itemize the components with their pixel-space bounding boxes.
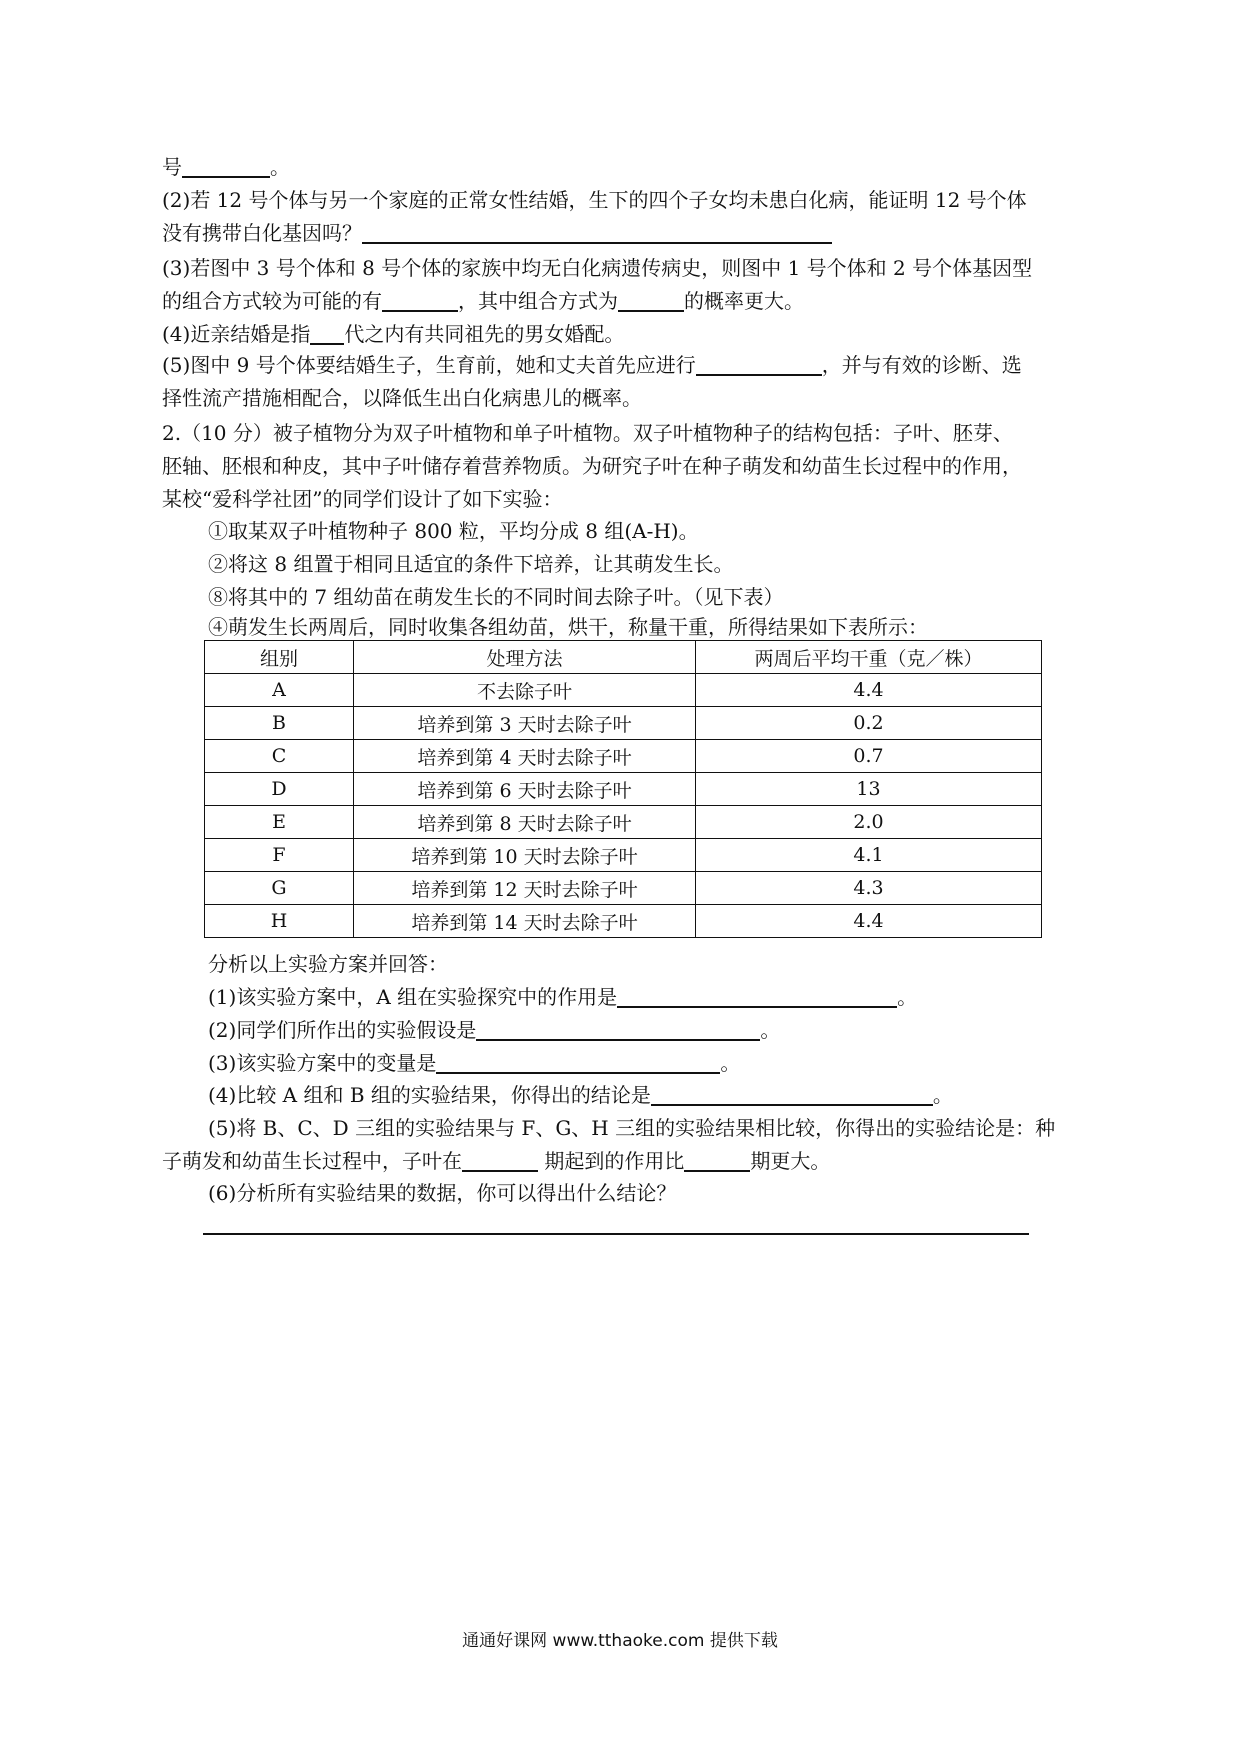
- table-cell: C: [205, 740, 354, 773]
- q2-sub1: [208, 980, 1143, 1014]
- q2-step1: ①取某双子叶植物种子 800 粒，平均分成 8 组(A-H)。: [208, 519, 699, 543]
- answer-blank: [476, 1017, 760, 1041]
- answer-blank: [362, 220, 832, 244]
- q1-sub2-line2: [162, 216, 1097, 250]
- table-cell: 培养到第 14 天时去除子叶: [354, 905, 696, 938]
- table-cell: 4.1: [696, 839, 1042, 872]
- q1-sub5-line2: 择性流产措施相配合，以降低生出白化病患儿的概率。: [162, 386, 642, 410]
- q1-line-0-text: 号: [162, 155, 182, 179]
- q2-sub5-line2-b: 期起到的作用比: [538, 1149, 685, 1173]
- table-row: [205, 674, 1042, 707]
- table-cell: 4.3: [696, 872, 1042, 905]
- q2-sub2-a: (2)同学们所作出的实验假设是: [208, 1018, 477, 1042]
- q2-sub5-line2: [162, 1144, 1097, 1178]
- answer-blank: [651, 1082, 933, 1106]
- answer-blank: [382, 288, 458, 312]
- table-cell: 4.4: [696, 674, 1042, 707]
- q1-line-0: [162, 150, 1097, 184]
- q2-sub6: (6)分析所有实验结果的数据，你可以得出什么结论？: [208, 1181, 677, 1205]
- answer-blank: [618, 288, 684, 312]
- q1-sub3-line2: [162, 284, 1097, 318]
- q2-intro-line1: 2.（10 分）被子植物分为双子叶植物和单子叶植物。双子叶植物种子的结构包括：子叶、胚芽、: [162, 421, 1013, 445]
- q2-step4: ④萌发生长两周后，同时收集各组幼苗，烘干，称量干重，所得结果如下表所示：: [208, 615, 928, 639]
- answer-blank: [310, 321, 344, 345]
- table-header: 两周后平均干重（克／株）: [696, 641, 1042, 674]
- table-cell: 培养到第 6 天时去除子叶: [354, 773, 696, 806]
- table-cell: 不去除子叶: [354, 674, 696, 707]
- table-row: [205, 707, 1042, 740]
- table-row: [205, 839, 1042, 872]
- page-footer: 通通好课网 www.tthaoke.com 提供下载: [462, 1631, 778, 1651]
- q1-sub5-line1-a: (5)图中 9 号个体要结婚生子，生育前，她和丈夫首先应进行: [162, 353, 696, 377]
- table-cell: B: [205, 707, 354, 740]
- table-cell: 2.0: [696, 806, 1042, 839]
- results-table: [204, 640, 1042, 938]
- q1-sub2-line1: (2)若 12 号个体与另一个家庭的正常女性结婚，生下的四个子女均未患白化病，能证明 12 号个体: [162, 188, 1027, 212]
- table-cell: 0.2: [696, 707, 1042, 740]
- table-cell: D: [205, 773, 354, 806]
- q2-sub1-b: 。: [897, 985, 918, 1009]
- table-row: [205, 905, 1042, 938]
- table-cell: 培养到第 10 天时去除子叶: [354, 839, 696, 872]
- q2-sub1-a: (1)该实验方案中，A 组在实验探究中的作用是: [208, 985, 618, 1009]
- q2-sub2: [208, 1013, 1143, 1047]
- table-row: [205, 806, 1042, 839]
- table-cell: 培养到第 12 天时去除子叶: [354, 872, 696, 905]
- table-cell: 培养到第 4 天时去除子叶: [354, 740, 696, 773]
- table-cell: 13: [696, 773, 1042, 806]
- q2-sub4-b: 。: [932, 1083, 953, 1107]
- answer-blank: [462, 1148, 538, 1172]
- q2-sub5-line2-c: 期更大。: [750, 1149, 831, 1173]
- q2-sub2-b: 。: [760, 1018, 781, 1042]
- answer-blank: [696, 352, 822, 376]
- answer-blank: [617, 984, 897, 1008]
- table-cell: H: [205, 905, 354, 938]
- q2-step3: ⑧将其中的 7 组幼苗在萌发生长的不同时间去除子叶。（见下表）: [208, 585, 784, 609]
- q2-sub4-a: (4)比较 A 组和 B 组的实验结果，你得出的结论是: [208, 1083, 651, 1107]
- q2-sub5-line1: (5)将 B、C、D 三组的实验结果与 F、G、H 三组的实验结果相比较，你得出的实验结论是：种: [208, 1116, 1056, 1140]
- q2-sub3-a: (3)该实验方案中的变量是: [208, 1051, 437, 1075]
- q2-sub5-line2-a: 子萌发和幼苗生长过程中，子叶在: [162, 1149, 462, 1173]
- table-cell: 4.4: [696, 905, 1042, 938]
- table-cell: E: [205, 806, 354, 839]
- table-header-row: [205, 641, 1042, 674]
- q2-sub3-b: 。: [720, 1051, 741, 1075]
- table-header: 处理方法: [354, 641, 696, 674]
- answer-blank: [182, 154, 270, 178]
- q2-sub4: [208, 1078, 1143, 1112]
- q1-sub2-line2-text: 没有携带白化基因吗？: [162, 221, 362, 245]
- q1-line-0-end: 。: [270, 155, 290, 179]
- table-cell: G: [205, 872, 354, 905]
- q1-sub3-line1: (3)若图中 3 号个体和 8 号个体的家族中均无白化病遗传病史，则图中 1 号个体和 2 号个体基因型: [162, 256, 1033, 280]
- q2-intro-line3: 某校“爱科学社团”的同学们设计了如下实验：: [162, 487, 563, 511]
- table-header: 组别: [205, 641, 354, 674]
- q1-sub4: [162, 317, 1097, 351]
- answer-blank: [436, 1050, 720, 1074]
- table-cell: 0.7: [696, 740, 1042, 773]
- q1-sub5-line1: [162, 348, 1097, 382]
- table-cell: A: [205, 674, 354, 707]
- table-cell: 培养到第 3 天时去除子叶: [354, 707, 696, 740]
- answer-line: [203, 1233, 1029, 1235]
- table-row: [205, 773, 1042, 806]
- table-cell: 培养到第 8 天时去除子叶: [354, 806, 696, 839]
- q2-intro-line2: 胚轴、胚根和种皮，其中子叶储存着营养物质。为研究子叶在种子萌发和幼苗生长过程中的作用，: [162, 454, 1022, 478]
- q2-analysis-prompt: 分析以上实验方案并回答：: [208, 952, 448, 976]
- q2-step2: ②将这 8 组置于相同且适宜的条件下培养，让其萌发生长。: [208, 552, 734, 576]
- q1-sub5-line1-b: ，并与有效的诊断、选: [821, 353, 1022, 377]
- table-row: [205, 872, 1042, 905]
- answer-blank: [684, 1148, 750, 1172]
- q2-sub3: [208, 1046, 1143, 1080]
- table-cell: F: [205, 839, 354, 872]
- q1-sub3-line2-a: 的组合方式较为可能的有: [162, 289, 382, 313]
- q1-sub3-line2-c: 的概率更大。: [684, 289, 804, 313]
- q1-sub3-line2-b: ，其中组合方式为: [458, 289, 618, 313]
- q1-sub4-a: (4)近亲结婚是指: [162, 322, 311, 346]
- table-row: [205, 740, 1042, 773]
- q1-sub4-b: 代之内有共同祖先的男女婚配。: [344, 322, 625, 346]
